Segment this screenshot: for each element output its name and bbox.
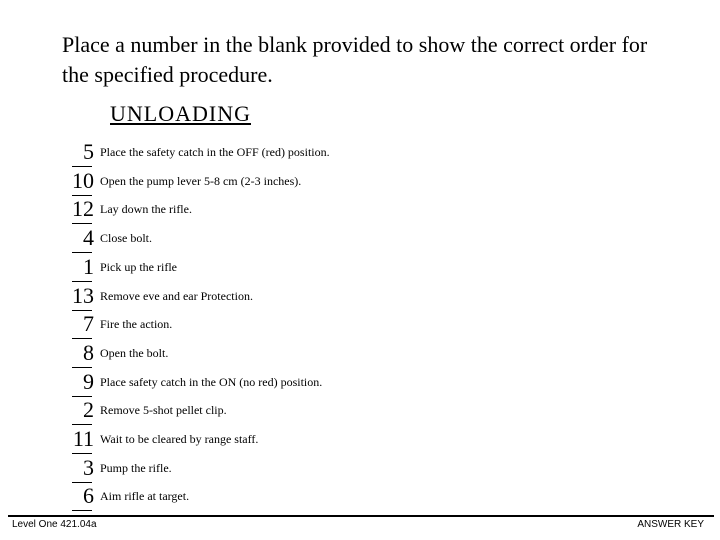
step-number: 9: [83, 368, 94, 394]
step-text: Open the bolt.: [100, 345, 169, 360]
step-number: 13: [72, 282, 94, 308]
step-number: 3: [83, 454, 94, 480]
step-row: [0, 196, 720, 225]
step-number: 7: [83, 311, 94, 337]
step-text: Remove 5-shot pellet clip.: [100, 403, 227, 418]
step-row: [0, 426, 720, 455]
step-number: 12: [72, 196, 94, 222]
step-number: 2: [83, 397, 94, 423]
step-row: [0, 254, 720, 283]
step-number: 11: [72, 426, 94, 451]
footer-course-code: Level One 421.04a: [12, 519, 97, 530]
instructions: Place a number in the blank provided to show the correct order for the specified procedure.: [62, 32, 648, 87]
step-text: Pick up the rifle: [100, 259, 177, 274]
step-number: 1: [83, 253, 94, 279]
step-row: [0, 369, 720, 398]
step-row: [0, 225, 720, 254]
step-text: Lay down the rifle.: [100, 202, 192, 217]
step-text: Place safety catch in the ON (no red) position.: [100, 374, 323, 389]
step-text: Fire the action.: [100, 317, 173, 332]
step-text: Wait to be cleared by range staff.: [100, 432, 259, 446]
step-row: [0, 483, 720, 512]
step-number: 5: [83, 139, 94, 164]
section-heading: UNLOADING: [110, 101, 251, 126]
step-text: Aim rifle at target.: [100, 489, 190, 504]
step-text: Close bolt.: [100, 231, 153, 246]
step-number: 6: [83, 483, 94, 509]
step-row: [0, 340, 720, 369]
step-row: [0, 311, 720, 340]
step-row: [0, 455, 720, 484]
step-row: [0, 139, 720, 168]
footer-answer-key-label: ANSWER KEY: [637, 519, 704, 530]
step-row: [0, 283, 720, 312]
answer-blank: [72, 510, 92, 511]
step-text: Open the pump lever 5-8 cm (2-3 inches).: [100, 173, 302, 188]
step-row: [0, 397, 720, 426]
step-number: 8: [83, 339, 94, 365]
step-number: 4: [83, 225, 94, 251]
step-text: Place the safety catch in the OFF (red) position.: [100, 145, 330, 159]
step-text: Pump the rifle.: [100, 460, 172, 475]
step-text: Remove eve and ear Protection.: [100, 288, 253, 303]
footer-divider: [8, 515, 714, 517]
step-number: 10: [72, 167, 94, 193]
step-row: [0, 168, 720, 197]
